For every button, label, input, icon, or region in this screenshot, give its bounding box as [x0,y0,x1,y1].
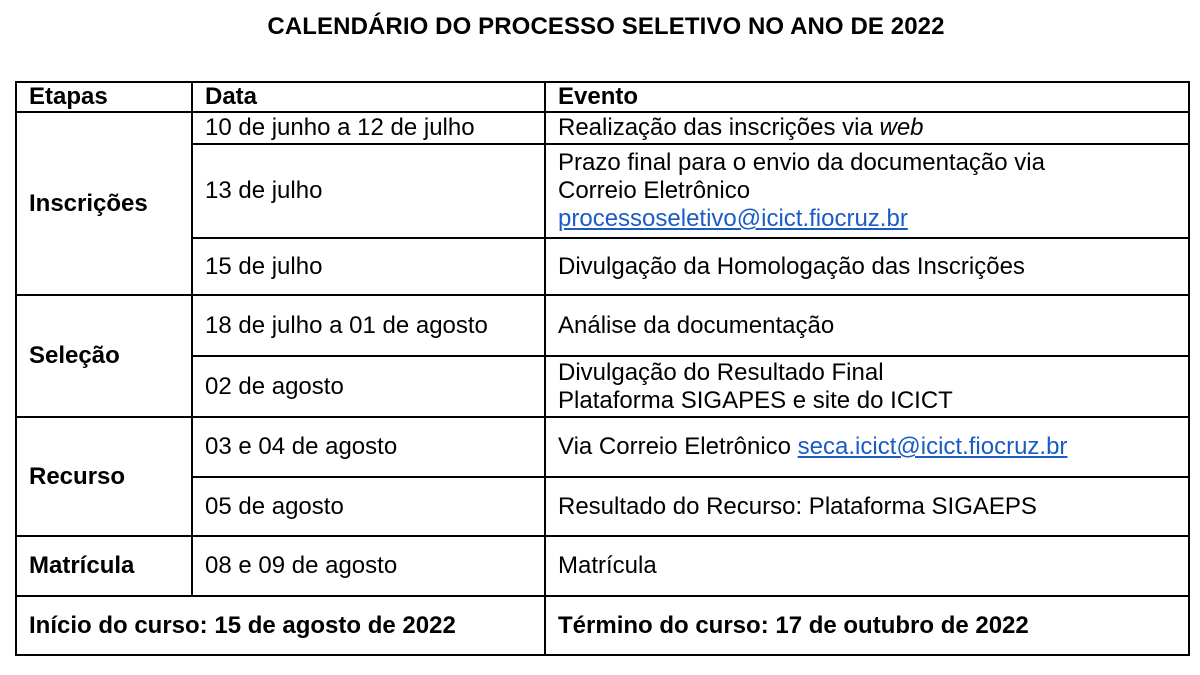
calendar-table [15,81,1190,656]
email-link[interactable]: seca.icict@icict.fiocruz.br [797,433,1068,460]
data-cell: 15 de julho [192,238,545,295]
course-start: Início do curso: 15 de agosto de 2022 [16,596,545,655]
evento-cell [545,356,1189,417]
etapa-matricula: Matrícula [16,536,192,596]
evento-cell: Matrícula [545,536,1189,596]
etapa-inscricoes: Inscrições [16,112,192,295]
data-cell: 02 de agosto [192,356,545,417]
data-cell: 03 e 04 de agosto [192,417,545,477]
table-header-row [16,82,1189,112]
footer-row [16,596,1189,655]
table-row [16,112,1189,144]
header-data: Data [192,82,545,112]
table-row [16,536,1189,596]
table-row [16,238,1189,295]
evento-text: Via Correio Eletrônico [558,433,798,460]
etapa-selecao: Seleção [16,295,192,417]
header-evento: Evento [545,82,1189,112]
data-cell: 08 e 09 de agosto [192,536,545,596]
evento-cell: Análise da documentação [545,295,1189,356]
data-cell: 05 de agosto [192,477,545,536]
evento-cell: Resultado do Recurso: Plataforma SIGAEPS [545,477,1189,536]
data-cell: 18 de julho a 01 de agosto [192,295,545,356]
evento-cell [545,112,1189,144]
data-cell: 10 de junho a 12 de julho [192,112,545,144]
evento-text: Realização das inscrições via [558,114,880,141]
data-cell: 13 de julho [192,144,545,238]
course-end: Término do curso: 17 de outubro de 2022 [545,596,1189,655]
etapa-recurso: Recurso [16,417,192,536]
evento-cell [545,417,1189,477]
evento-line: Correio Eletrônico [558,177,751,204]
table-row [16,417,1189,477]
evento-line: Plataforma SIGAPES e site do ICICT [558,386,953,414]
email-link[interactable]: processoseletivo@icict.fiocruz.br [558,205,908,232]
table-row [16,144,1189,238]
evento-emphasis: web [879,114,924,141]
table-row [16,477,1189,536]
evento-line: Divulgação do Resultado Final [558,358,884,386]
page-title: CALENDÁRIO DO PROCESSO SELETIVO NO ANO DE 2022 [267,13,945,40]
table-row [16,356,1189,417]
evento-cell: Divulgação da Homologação das Inscrições [545,238,1189,295]
evento-cell [545,144,1189,238]
table-row [16,295,1189,356]
evento-line: Prazo final para o envio da documentação via [558,149,1045,176]
header-etapas: Etapas [16,82,192,112]
